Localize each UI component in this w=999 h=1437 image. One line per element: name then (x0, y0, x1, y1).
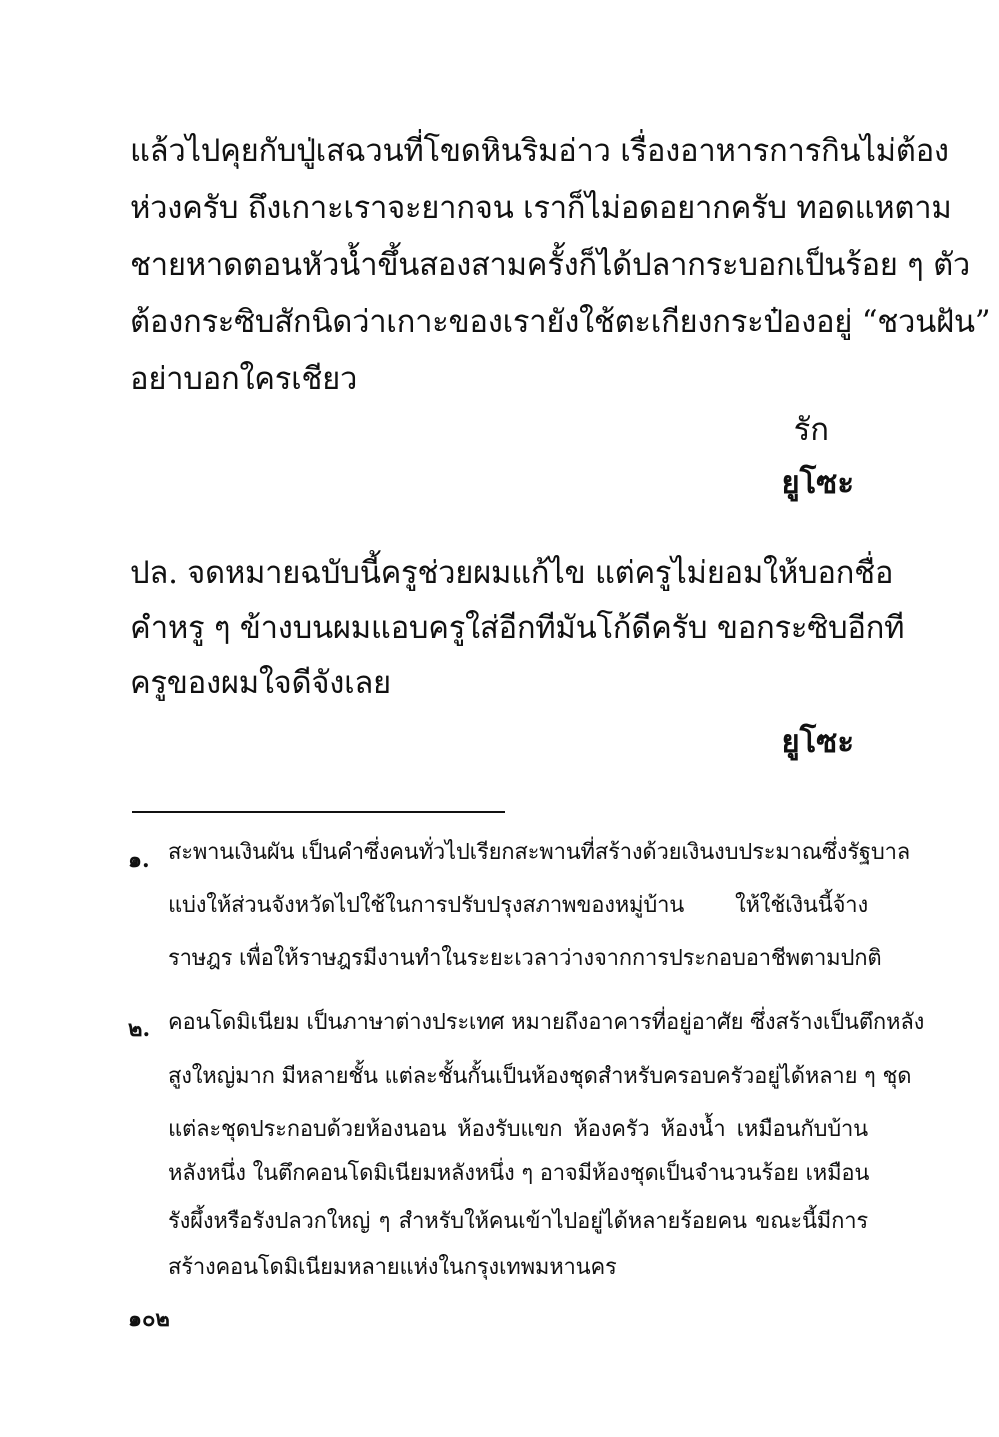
footnote-line: สูงใหญ่มาก มีหลายชั้น แต่ละชั้นกั้นเป็นห้องชุดสำหรับครอบครัวอยู่ได้หลาย ๆ ชุด (168, 1064, 912, 1089)
postscript-line: ครูของผมใจดีจังเลย (130, 665, 391, 701)
letter-line: แล้วไปคุยกับปู่เสฉวนที่โขดหินริมอ่าว เรื่องอาหารการกินไม่ต้อง (130, 133, 949, 169)
footnote-number: ๒. (128, 1016, 151, 1042)
footnote-line: ราษฎร เพื่อให้ราษฎรมีงานทำในระยะเวลาว่างจากการประกอบอาชีพตามปกติ (168, 946, 882, 971)
footnote-line: หลังหนึ่ง ในตึกคอนโดมิเนียมหลังหนึ่ง ๆ อาจมีห้องชุดเป็นจำนวนร้อย เหมือน (168, 1161, 870, 1186)
footnote-line: สะพานเงินผัน เป็นคำซึ่งคนทั่วไปเรียกสะพานที่สร้างด้วยเงินงบประมาณซึ่งรัฐบาล (168, 840, 911, 865)
footnote-line: แต่ละชุดประกอบด้วยห้องนอน ห้องรับแขก ห้องครัว ห้องน้ำ เหมือนกับบ้าน (168, 1117, 868, 1142)
footnote-number: ๑. (128, 847, 150, 873)
letter-line: ต้องกระซิบสักนิดว่าเกาะของเรายังใช้ตะเกียงกระป๋องอยู่ “ชวนฝัน” (130, 304, 991, 340)
letter-closing: รัก (793, 412, 829, 448)
footnote-divider (132, 811, 505, 813)
footnote-line: รังผึ้งหรือรังปลวกใหญ่ ๆ สำหรับให้คนเข้าไปอยู่ได้หลายร้อยคน ขณะนี้มีการ (168, 1209, 868, 1234)
postscript-line: ปล. จดหมายฉบับนี้ครูช่วยผมแก้ไข แต่ครูไม่ยอมให้บอกชื่อ (130, 555, 894, 591)
page-number: ๑๐๒ (128, 1306, 170, 1332)
footnote-line: สร้างคอนโดมิเนียมหลายแห่งในกรุงเทพมหานคร (168, 1255, 617, 1280)
letter-line: อย่าบอกใครเชียว (130, 361, 358, 397)
letter-line: ห่วงครับ ถึงเกาะเราจะยากจน เราก็ไม่อดอยากครับ ทอดแหตาม (130, 190, 952, 226)
footnote-line: คอนโดมิเนียม เป็นภาษาต่างประเทศ หมายถึงอาคารที่อยู่อาศัย ซึ่งสร้างเป็นตึกหลัง (168, 1010, 925, 1035)
letter-line: ชายหาดตอนหัวน้ำขึ้นสองสามครั้งก็ได้ปลากระบอกเป็นร้อย ๆ ตัว (130, 247, 971, 283)
letter-signature: ยูโซะ (781, 465, 854, 501)
footnote-line: แบ่งให้ส่วนจังหวัดไปใช้ในการปรับปรุงสภาพของหมู่บ้าน ให้ใช้เงินนี้จ้าง (168, 893, 868, 918)
postscript-signature: ยูโซะ (781, 724, 854, 760)
postscript-line: คำหรู ๆ ข้างบนผมแอบครูใส่อีกทีมันโก้ดีครับ ขอกระซิบอีกที (130, 610, 905, 646)
